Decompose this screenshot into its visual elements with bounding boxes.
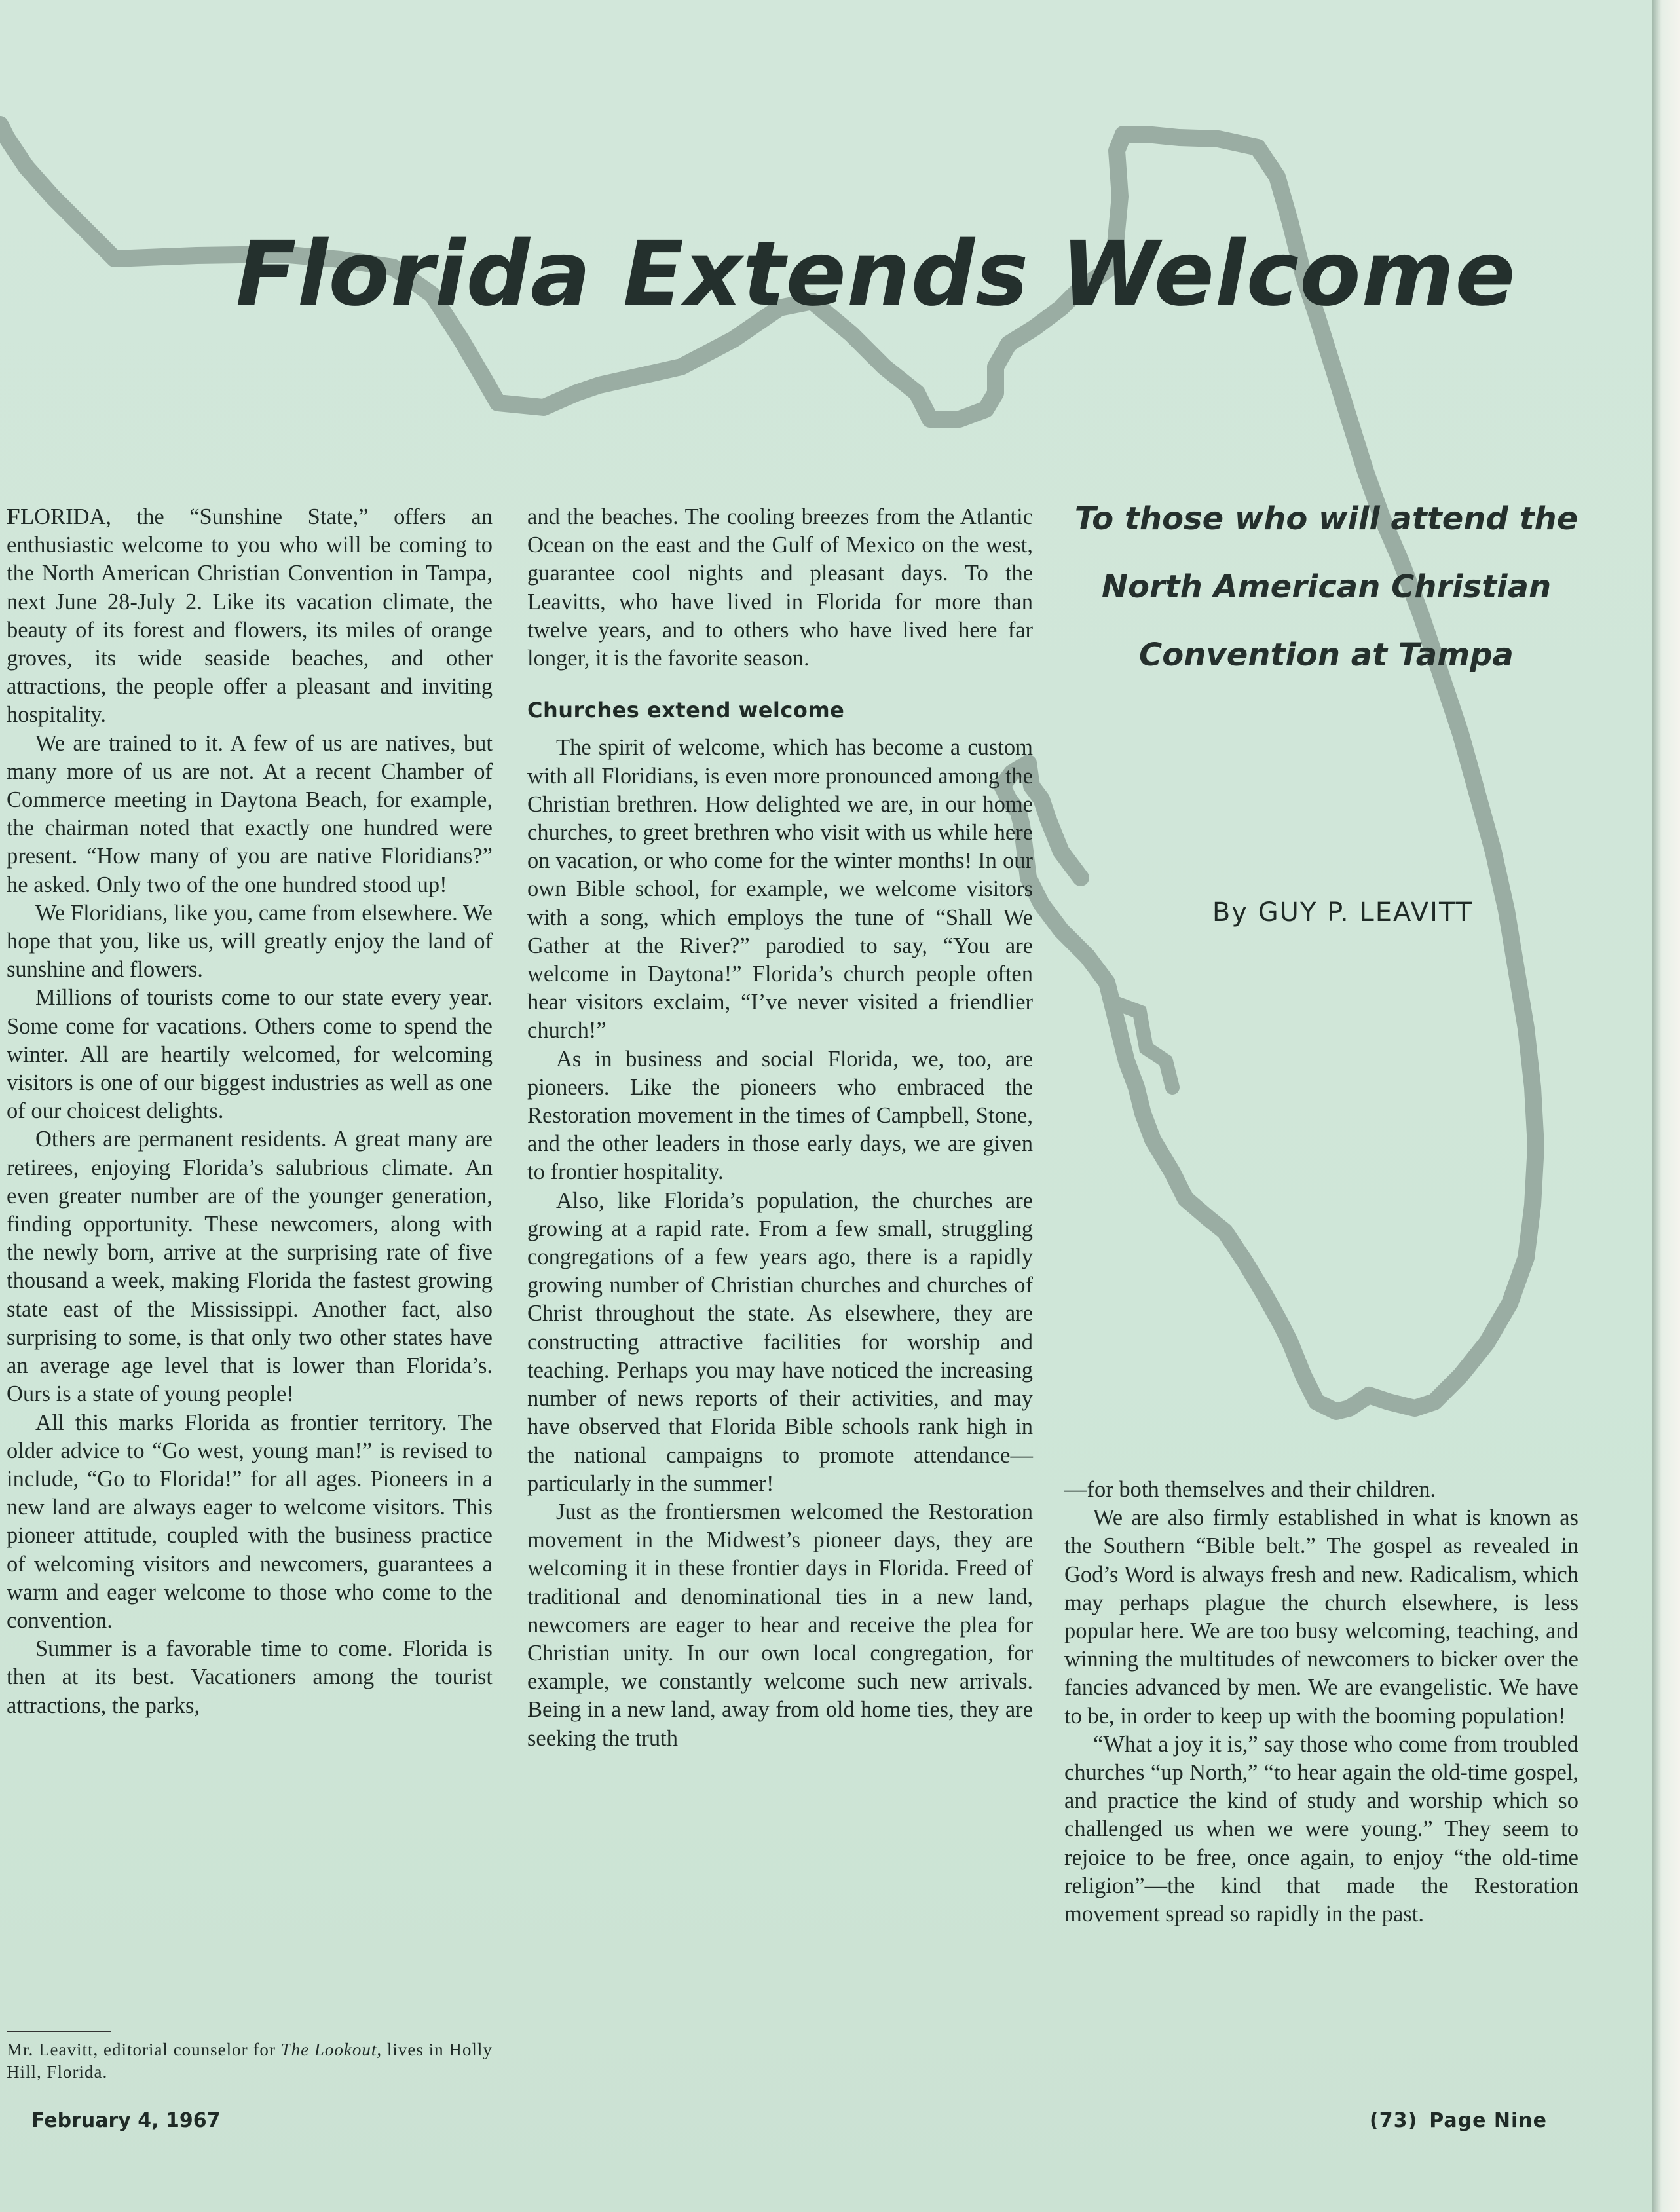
article-paragraph: As in business and social Florida, we, too, are pioneers. Like the pioneers who embraced the Restoration movement in the times of Campbell, Stone, and the other leaders in those early days, we are given to frontier hospitality. bbox=[527, 1046, 1033, 1185]
author-byline: By GUY P. LEAVITT bbox=[1212, 897, 1474, 928]
article-paragraph: Others are permanent residents. A great many are retirees, enjoying Florida’s salubrious climate. An even greater number are of the younger generation, finding opportunity. These newcomers, along with the newly born, arrive at the surprising rate of five thousand a week, making Florida the fastest growing state east of the Mississippi. Another fact, also surprising to some, is that only two other states have an average age level that is lower than Florida’s. Ours is a state of young people! bbox=[7, 1127, 493, 1407]
article-paragraph: We are trained to it. A few of us are natives, but many more of us are not. At a recent Chamber of Commerce meeting in Daytona Beach, for example, the chairman noted that exactly one hundred were present. “How many of you are native Floridians?” he asked. Only two of the one hundred stood up! bbox=[7, 730, 493, 897]
article-paragraph: Just as the frontiersmen welcomed the Restoration movement in the Midwest’s pioneer days, they are welcoming it in these frontier days in Florida. Freed of traditional and denominational ties in a new land, newcomers are eager to hear and receive the plea for Christian unity. In our own local congregation, for example, we constantly welcome such new arrivals. Being in a new land, away from old home ties, they are seeking the truth bbox=[527, 1499, 1033, 1751]
article-paragraph: and the beaches. The cooling breezes from the Atlantic Ocean on the east and the Gulf of Mexico on the west, guarantee cool nights and pleasant days. To the Leavitts, who have lived in Florida for more than twelve years, and to others who have lived here far longer, it is the favorite season. bbox=[527, 504, 1033, 671]
article-paragraph: “What a joy it is,” say those who come from troubled churches “up North,” “to hear again the old-time gospel, and practice the kind of study and worship which so challenged us when we were young.” They seem to rejoice to be free, once again, to enjoy “the old-time religion”—the kind that made the Restoration movement spread so rapidly in the past. bbox=[1064, 1731, 1578, 1927]
intro-line: Convention at Tampa bbox=[1139, 637, 1514, 673]
article-headline: Florida Extends Welcome bbox=[236, 223, 1516, 326]
article-paragraph: We Floridians, like you, came from elsewhere. We hope that you, like us, will greatly enjoy the land of sunshine and flowers. bbox=[7, 900, 493, 983]
article-column-1 bbox=[7, 503, 493, 1720]
article-column-2 bbox=[527, 503, 1033, 1753]
author-footnote bbox=[7, 2038, 504, 2083]
article-column-3 bbox=[1064, 1476, 1578, 1928]
article-paragraph: —for both themselves and their children. bbox=[1064, 1477, 1436, 1502]
paragraph-text: LORIDA, the “Sunshine State,” offers an enthusiastic welcome to you who will be coming to the North American Christian Convention in Tampa, next June 28-July 2. Like its vacation climate, the beauty of its forest and flowers, its miles of orange groves, its wide seaside beaches, and other attractions, the people offer a pleasant and inviting hospitality. bbox=[7, 504, 493, 728]
intro-line: North American Christian bbox=[1101, 569, 1552, 605]
footnote-text: lives in Holly Hill, Florida. bbox=[7, 2040, 493, 2082]
page-edge bbox=[1652, 0, 1680, 2212]
section-subhead: Churches extend welcome bbox=[527, 698, 845, 723]
article-intro bbox=[1051, 485, 1601, 689]
article-paragraph: All this marks Florida as frontier territory. The older advice to “Go west, young man!” is revised to include, “Go to Florida!” for all ages. Pioneers in a new land are always eager to welcome visitors. This pioneer attitude, coupled with the business practice of welcoming visitors and newcomers, guarantees a warm and eager welcome to those who come to the convention. bbox=[7, 1410, 493, 1633]
intro-line: To those who will attend the bbox=[1074, 500, 1578, 537]
footnote-rule bbox=[7, 2031, 111, 2032]
footnote-text: Mr. Leavitt, editorial counselor for bbox=[7, 2040, 281, 2059]
publication-name: The Lookout, bbox=[280, 2040, 383, 2059]
article-paragraph bbox=[7, 503, 493, 730]
article-paragraph: Also, like Florida’s population, the churches are growing at a rapid rate. From a few small, struggling congregations of a few years ago, there is a rapidly growing number of Christian churches and churches of Christ throughout the state. As elsewhere, they are constructing attractive facilities for worship and teaching. Perhaps you may have noticed the increasing number of news reports of their activities, and may have observed that Florida Bible schools rank high in the national campaigns to promote attendance—particularly in the summer! bbox=[527, 1188, 1033, 1496]
page-folio bbox=[1370, 2109, 1547, 2132]
article-paragraph: Millions of tourists come to our state every year. Some come for vacations. Others come to spend the winter. All are heartily welcomed, for welcoming visitors is one of our biggest industries as well as one of our choicest delights. bbox=[7, 985, 493, 1124]
page-number: (73) bbox=[1370, 2109, 1418, 2132]
article-paragraph: Summer is a favorable time to come. Florida is then at its best. Vacationers among the tourist attractions, the parks, bbox=[7, 1636, 493, 1718]
article-paragraph: The spirit of welcome, which has become a custom with all Floridians, is even more pronounced among the Christian brethren. How delighted we are, in our home churches, to greet brethren who visit with us while here on vacation, or who come for the winter months! In our own Bible school, for example, we welcome visitors with a song, which employs the tune of “Shall We Gather at the River?” parodied to say, “You are welcome in Daytona!” Florida’s church people often hear visitors exclaim, “I’ve never visited a friendlier church!” bbox=[527, 735, 1033, 1043]
drop-cap: F bbox=[7, 504, 21, 529]
page-label: Page Nine bbox=[1429, 2109, 1547, 2132]
article-paragraph: We are also firmly established in what is known as the Southern “Bible belt.” The gospel as revealed in God’s Word is always fresh and new. Radicalism, which may perhaps plague the church elsewhere, is less popular here. We are too busy welcoming, teaching, and winning the multitudes of newcomers to bicker over the fancies advanced by men. We are evangelistic. We have to be, in order to keep up with the booming population! bbox=[1064, 1505, 1578, 1729]
issue-date: February 4, 1967 bbox=[31, 2109, 221, 2132]
